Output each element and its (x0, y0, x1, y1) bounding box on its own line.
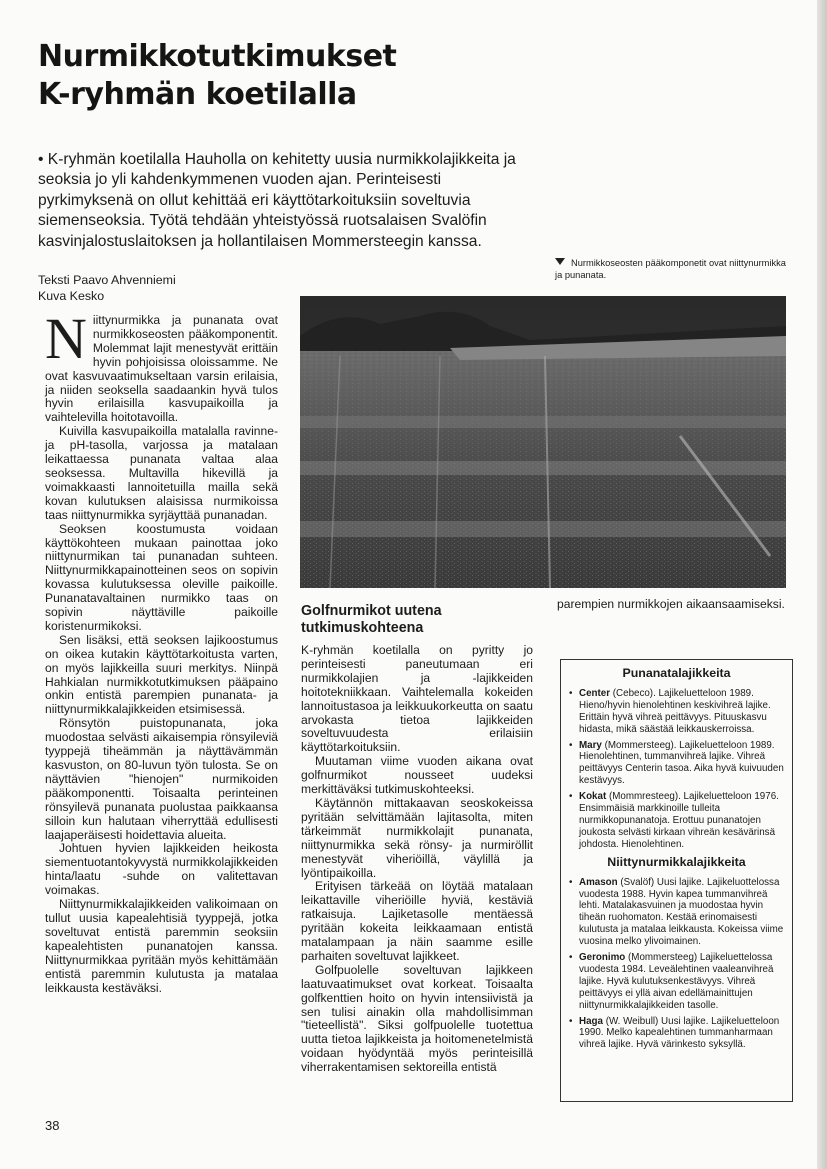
photo-caption-text: Nurmikkoseosten pääkomponetit ovat niittynurmikka ja punanata. (555, 258, 786, 280)
column-1 (45, 306, 278, 995)
punanata-list (569, 688, 784, 851)
variety-text: (Svalöf) Uusi lajike. Lajikeluottelossa vuodesta 1988. Hyvin kapea tummanvihreä lehti. Matalakasvuinen ja muodostaa hyvin tiheän ruohomaton. Kestää erinomaisesti kulutusta ja matalaa leikkausta. Kokeissa viime vuosina melko ylivoimainen. (579, 876, 784, 948)
col1-paragraph-4: Sen lisäksi, että seoksen lajikoostumus on oikea kutakin käyttötarkoitusta varten, on myös lajikkeilla suuri merkitys. Niinpä Hahkialan nurmikkotutkimuksen pääpaino onkin entistä parempien punanata- ja niittynurmikkalajikkeiden etsimisessä. (45, 632, 278, 717)
variety-name: Haga (579, 1015, 603, 1027)
col1-paragraph-5: Rönsytön puistopunanata, joka muodostaa selvästi aikaisempia rönsyileviä tyyppejä tiheämmän ja näyttävämmän kasvuston, on 80-luvun työn tulosta. Se on näyttävien "hienojen" nurmikoiden pääkomponentti. Toisaalta perinteinen rönsyilevä punanata puolustaa paikkaansa silloin kun halutaan viherryttää edullisesti laajaperäisesti hoidettavia alueita. (45, 716, 278, 842)
variety-text: (Cebeco). Lajikeluetteloon 1989. Hieno/hyvin hienolehtinen keskivihreä lajike. Erittäin hyvä vihreä peittävyys. Pituuskasvu hidasta, mikä säästää leikkauskerroissa. (579, 687, 771, 735)
col2-paragraph-5: Golfpuolelle soveltuvan lajikkeen laatuvaatimukset ovat korkeat. Toisaalta golfkenttien hoito on hyvin intensiivistä ja sen tulisi ainakin olla mahdollisimman "tieteellistä". Siksi golfpuolelle tuotettua uutta tietoa lajikkeista ja hoitomenetelmistä voidaan hyödyntää myös perinteisillä viherrakentamisen sektoreilla entistä (301, 962, 533, 1075)
list-item (569, 688, 784, 736)
box-heading-niitty: Niittynurmikkalajikkeita (607, 854, 746, 869)
drop-cap: N (45, 306, 87, 371)
col2-paragraph-2: Muutaman viime vuoden aikana ovat golfnurmikot nousseet uudeksi merkittäväksi tutkimuskohteeksi. (301, 754, 533, 797)
niitty-list (569, 877, 784, 1052)
page-edge-shadow (817, 0, 827, 1169)
variety-text: (W. Weibull) Uusi lajike. Lajikeluetteloon 1990. Melko kapealehtinen tummanharmaan vihreä lajike. Hyvä värinkesto syksyllä. (579, 1015, 780, 1051)
box-heading-punanata: Punanatalajikkeita (622, 666, 731, 680)
col1-paragraph-1 (45, 306, 278, 425)
title-line-1: Nurmikkotutkimukset (38, 39, 397, 74)
col3-paragraph-1: parempien nurmikkojen aikaansaamiseksi. (557, 597, 785, 611)
variety-text: (Mommresteeg). Lajikeluetteloon 1976. Ensimmäisiä markkinoille tulleita nurmikkopunanatoja. Erottuu punanatojen joukosta selvästi kirkaan vihreän kesävärinsä johdosta. Hienolehtinen. (579, 791, 779, 850)
list-item (569, 1016, 784, 1052)
col2-paragraph-1: K-ryhmän koetilalla on pyritty jo perinteisesti paneutumaan eri nurmikkolajien ja -lajikkeiden hoitotekniikkaan. Vaihtelemalla kokeiden lannoitustasoa ja leikkuukorkeutta on saatu arvokasta tietoa lajikkeiden soveltuvuudesta erilaisiin käyttötarkoituksiin. (301, 643, 533, 755)
list-item (569, 952, 784, 1012)
list-item (569, 877, 784, 948)
title-line-2: K-ryhmän koetilalla (38, 77, 357, 112)
variety-name: Kokat (579, 791, 607, 803)
variety-name: Geronimo (579, 952, 626, 964)
col1-paragraph-6: Johtuen hyvien lajikkeiden heikosta siementuotantokyvystä nurmikkolajikkeiden hinta/laatu -suhde on valitettavan voimakas. (45, 841, 278, 898)
column-2 (301, 644, 533, 1075)
byline-text: Teksti Paavo Ahvenniemi (38, 273, 176, 287)
byline (38, 272, 176, 304)
variety-sidebar-box (560, 659, 793, 1102)
col1-paragraph-2: Kuivilla kasvupaikoilla matalalla ravinne- ja pH-tasolla, varjossa ja matalaan leikattaessa punanata valtaa alaa seoksessa. Multavilla hikevillä ja voimakkaasti lannoitetuilla mailla sekä kovan kulutuksen alaisissa nurmikoissa taas niittynurmikka syrjäyttää punanadan. (45, 424, 278, 522)
variety-name: Center (579, 687, 611, 699)
list-item (569, 740, 784, 788)
variety-name: Amason (579, 876, 618, 888)
section-subheading: Golfnurmikot uutena tutkimuskohteena (301, 603, 442, 636)
byline-photo: Kuva Kesko (38, 289, 105, 303)
variety-name: Mary (579, 739, 602, 751)
page-number: 38 (45, 1118, 60, 1133)
variety-text: (Mommersteeg) Lajikeluettelossa vuodesta 1984. Leveälehtinen vaaleanvihreä lajike. Hyvä kulutuksenkestävyys. Vihreä peittävyys ei yllä aivan edellämainittujen niittynurmikkalajikkeiden tasolle. (579, 952, 774, 1011)
col1-p1-text: iittynurmikka ja punanata ovat nurmikkoseosten pääkomponentit. Molemmat lajit menestyvät erittäin hyvin pohjoisissa oloissamme. Ne ovat kasvuvaatimukseltaan varsin erilaisia, ja niiden seoksella saadaankin hyvä tulos hyvin erilaisilla kasvupaikoilla ja vaihtelevilla hoitotavoilla. (45, 313, 278, 425)
col1-paragraph-3: Seoksen koostumusta voidaan käyttökohteen mukaan painottaa joko niittynurmikan tai punanadan suhteen. Niittynurmikkapainotteinen seos on sopivin kovassa kulutuksessa oleville paikoille. Punanatavaltainen nurmikko taas on sopivin näyttäville paikoille koristenurmikoksi. (45, 521, 278, 633)
col2-paragraph-4: Erityisen tärkeää on löytää matalaan leikattaville viheriöille hyviä, kestäviä ratkaisuja. Lajiketasolle mentäessä pyritään kokeita leikkaamaan entistä matalampaan ja näin saamme esille parhaiten soveltuvat lajikkeet. (301, 879, 533, 963)
column-3 (557, 598, 792, 612)
triangle-down-icon (555, 258, 565, 265)
list-item (569, 791, 784, 851)
variety-text: (Mommersteeg). Lajikeluetteloon 1989. Hienolehtinen, tummanvihreä lajike. Vihreä peittävyys Centerin tasoa. Aika hyvä kuivuuden kestävyys. (579, 739, 784, 787)
lead-paragraph: • K-ryhmän koetilalla Hauholla on kehitetty uusia nurmikkolajikkeita ja seoksia jo yli kahdenkymmenen vuoden ajan. Perinteisesti pyrkimyksenä on ollut kehittää eri käyttötarkoituksiin soveltuvia siemenseoksia. Työtä tehdään yhteistyössä ruotsalaisen Svalöfin kasvinjalostuslaitoksen ja hollantilaisen Mommersteegin kanssa. (38, 151, 516, 250)
article-title (38, 38, 598, 114)
col2-paragraph-3: Käytännön mittakaavan seoskokeissa pyritään selvittämään lajitasolta, miten tärkeimmät nurmikkolajit punanata, niittynurmikka sekä rönsy- ja nurmiröllit menestyvät viheriöillä, väylillä ja lyöntipaikoilla. (301, 795, 533, 880)
field-photo-image (300, 296, 786, 588)
col1-paragraph-7: Niittynurmikkalajikkeiden valikoimaan on tullut uusia kapealehtisiä tyyppejä, jotka soveltuvat entistä paremmin seoksiin kapealehtisten punanatojen kanssa. Niittynurmikkaa pyritään myös kehittämään entistä paremmin kulutusta ja matalaa leikkausta kestäväksi. (45, 897, 278, 995)
photo-caption (555, 258, 795, 281)
field-photo (300, 296, 786, 588)
